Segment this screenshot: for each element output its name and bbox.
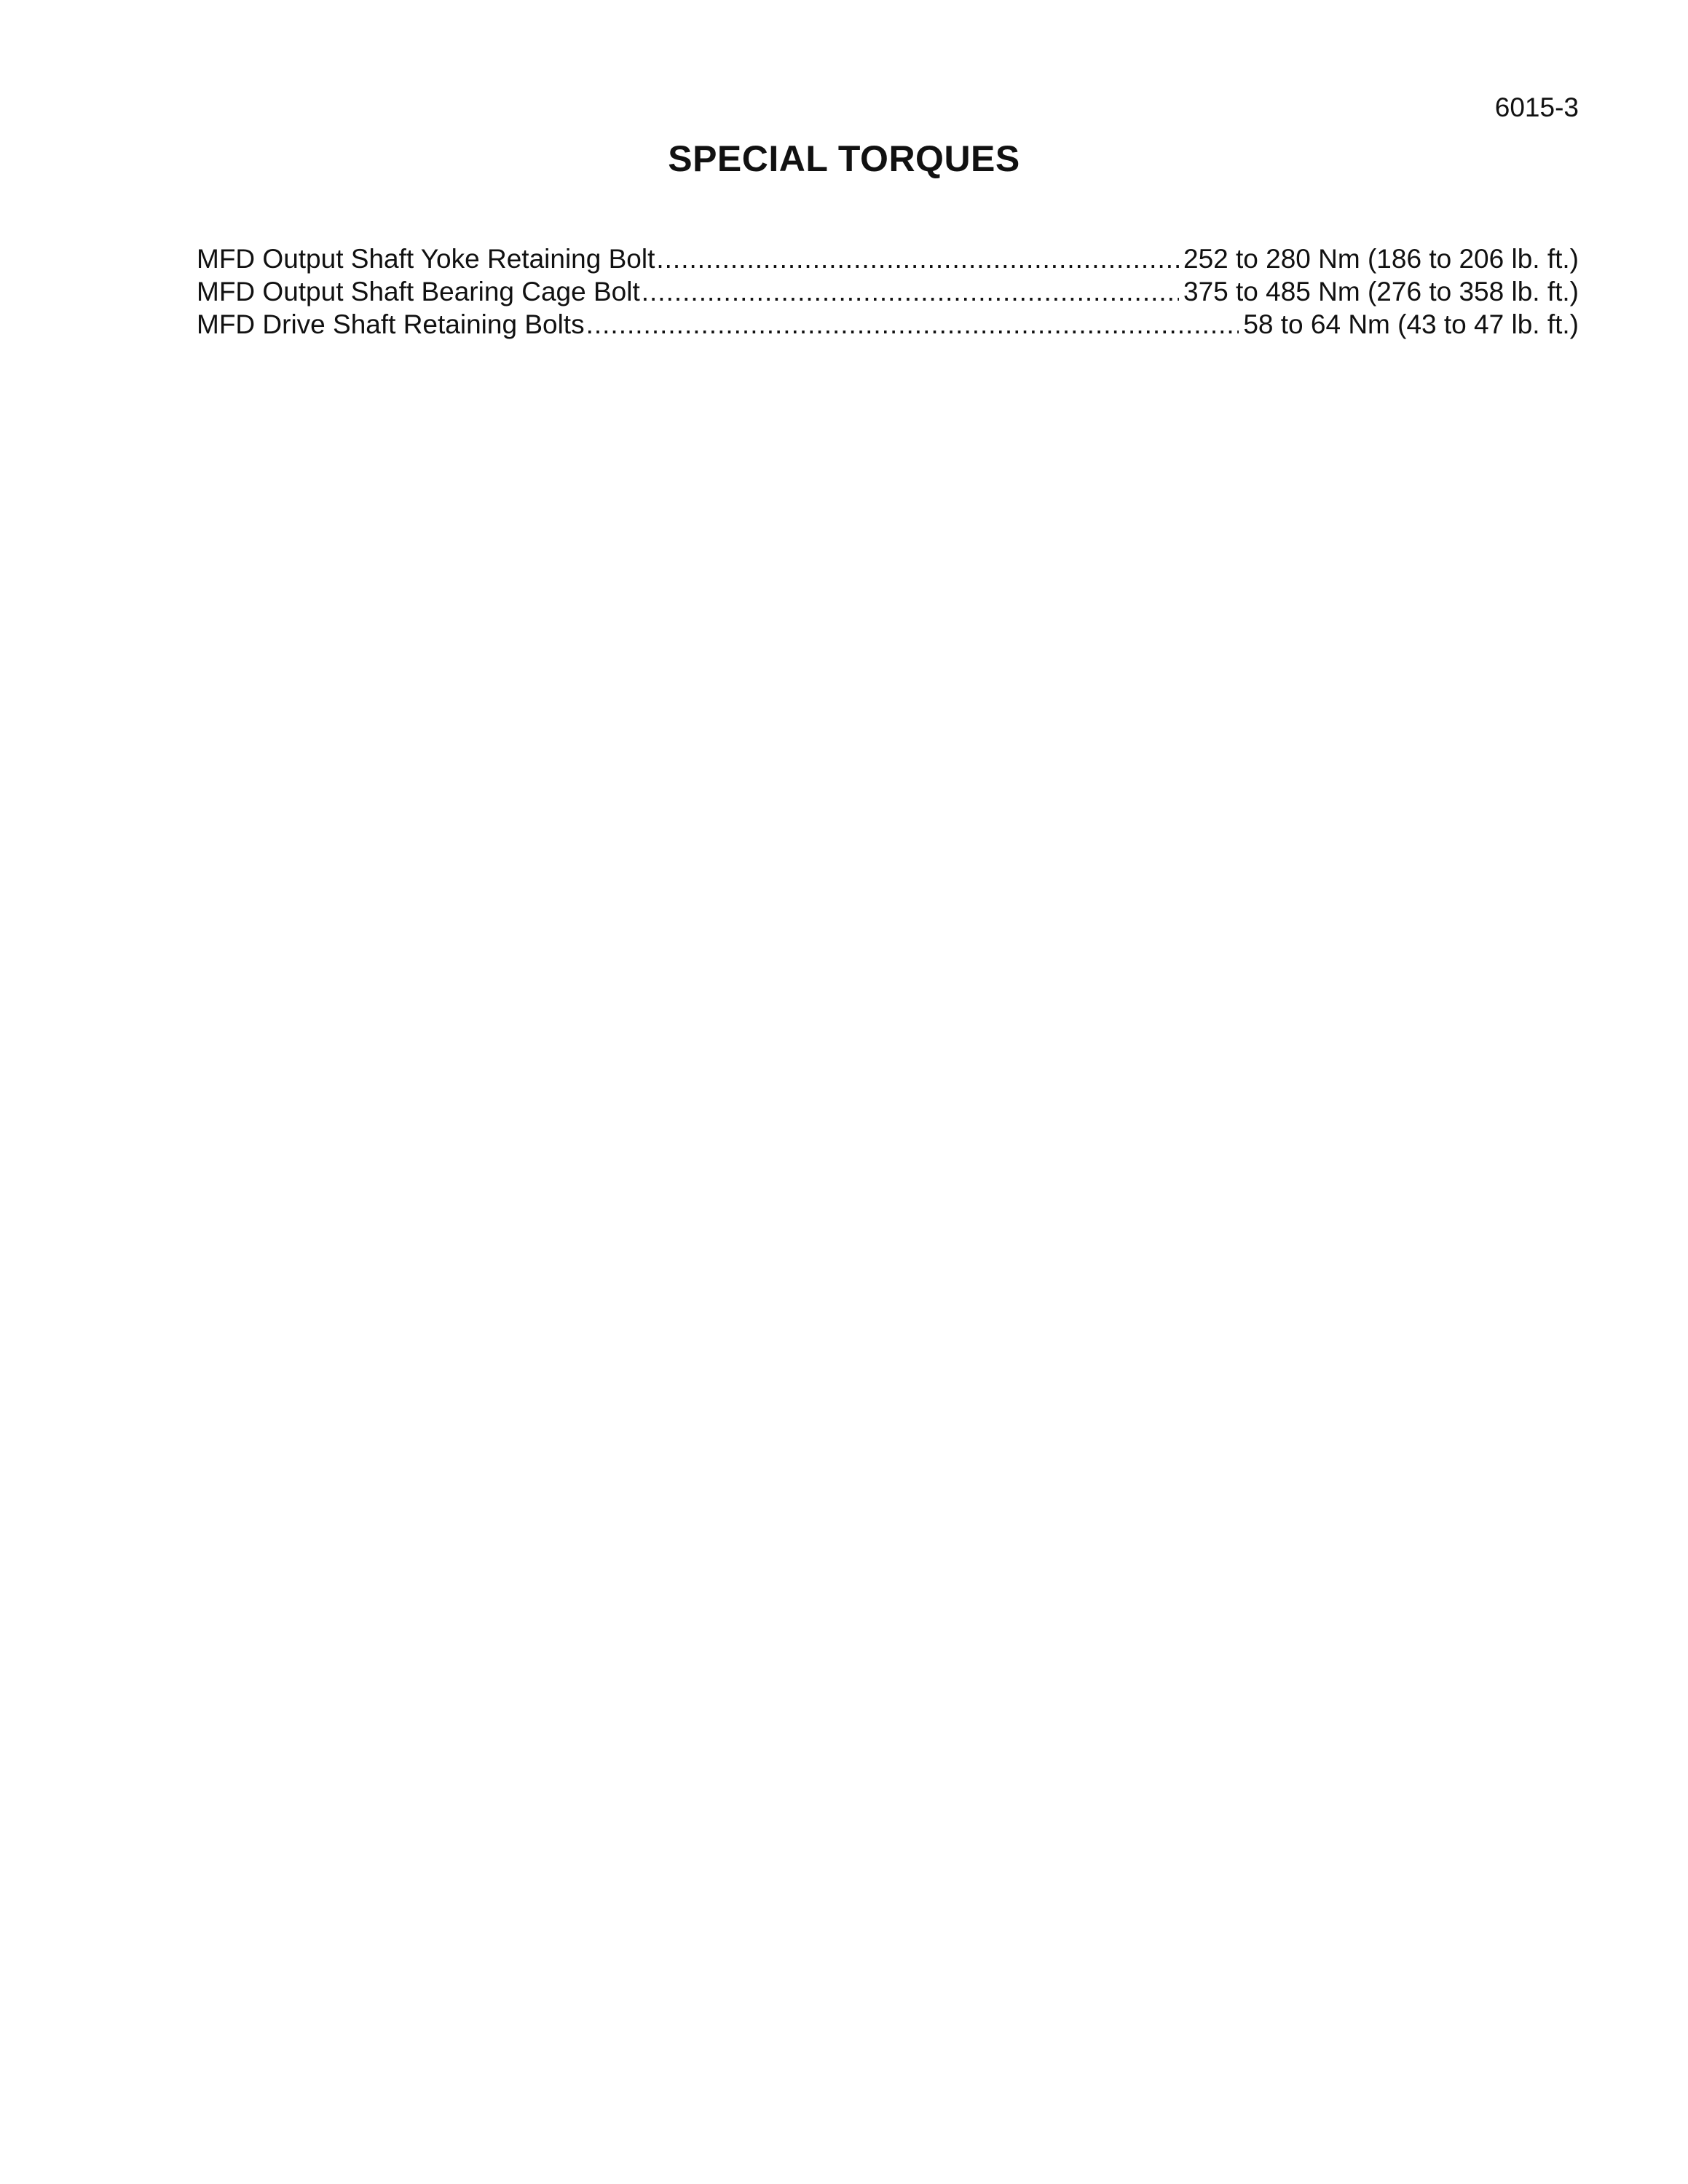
torque-item-label: MFD Drive Shaft Retaining Bolts bbox=[197, 309, 585, 339]
dot-leader bbox=[642, 275, 1179, 308]
torque-item-label: MFD Output Shaft Yoke Retaining Bolt bbox=[197, 244, 655, 274]
torque-value: 58 to 64 Nm (43 to 47 lb. ft.) bbox=[1243, 309, 1579, 339]
torque-item-label: MFD Output Shaft Bearing Cage Bolt bbox=[197, 277, 640, 306]
page-number: 6015-3 bbox=[1494, 92, 1579, 122]
torque-value: 375 to 485 Nm (276 to 358 lb. ft.) bbox=[1183, 277, 1579, 306]
page-title: SPECIAL TORQUES bbox=[668, 138, 1020, 179]
dot-leader bbox=[586, 308, 1239, 341]
torque-spec-row bbox=[197, 275, 1579, 308]
torque-spec-row bbox=[197, 242, 1579, 275]
dot-leader bbox=[656, 242, 1179, 275]
torque-spec-list bbox=[197, 242, 1579, 341]
torque-value: 252 to 280 Nm (186 to 206 lb. ft.) bbox=[1183, 244, 1579, 274]
torque-spec-row bbox=[197, 308, 1579, 341]
